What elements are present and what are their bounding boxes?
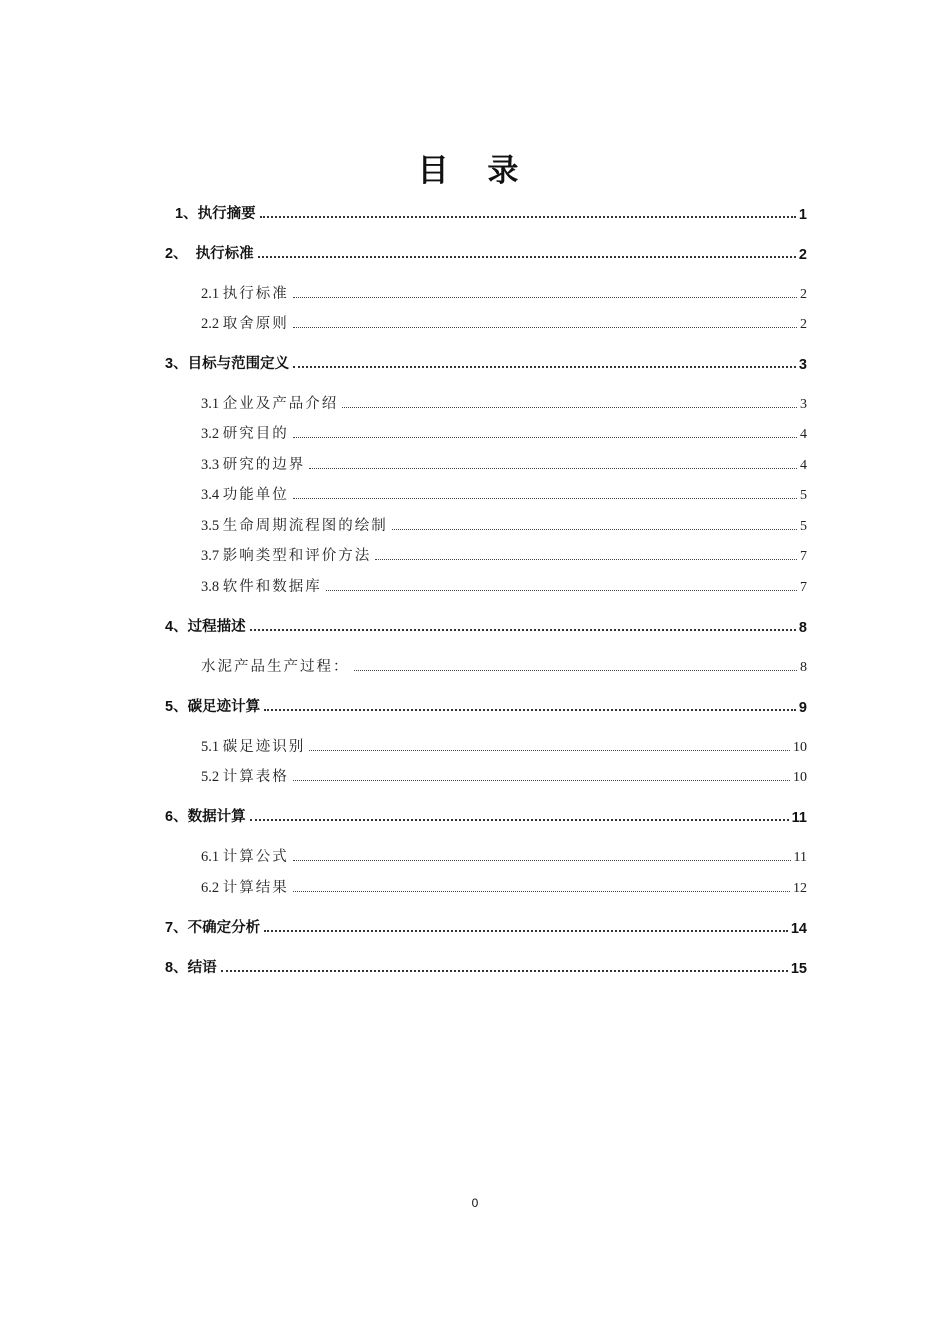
toc-entry-3-1[interactable] [201,391,807,413]
toc-entry-title: 不确定分析 [187,920,261,936]
toc-entry-number: 7、 [165,920,188,936]
toc-entry-3-3[interactable] [201,452,807,474]
toc-entry-title: 执行标准 [222,286,289,302]
toc-entry-title: 碳足迹计算 [187,699,261,715]
toc-entry-number: 3.7 [201,548,223,564]
toc-entry-page: 4 [800,427,807,442]
page-number: 0 [471,1196,479,1210]
toc-entry-4-process[interactable] [201,654,807,676]
toc-entry-number: 3.5 [201,518,223,534]
toc-entry-number: 4、 [165,619,188,635]
toc-entry-number: 8、 [165,960,188,976]
toc-entry-page: 7 [800,580,807,595]
toc-entry-number: 6.2 [201,880,223,896]
toc-entry-number: 5.2 [201,769,223,785]
toc-entry-title: 目标与范围定义 [187,356,290,372]
toc-entry-number: 3、 [165,356,188,372]
toc-entry-number: 5、 [165,699,188,715]
toc-entry-page: 7 [800,549,807,564]
toc-leader [293,437,797,438]
toc-entry-title: 软件和数据库 [222,579,322,595]
toc-leader [260,216,796,218]
toc-leader [264,930,788,932]
toc-entry-title: 影响类型和评价方法 [222,548,372,564]
toc-entry-2-1[interactable] [201,281,807,303]
toc-entry-title: 研究的边界 [222,457,306,473]
toc-leader [293,498,797,499]
toc-entry-page: 10 [793,740,807,755]
toc-entry-1[interactable] [175,201,807,223]
page-title: 目 录 [417,153,533,189]
toc-entry-number: 5.1 [201,739,223,755]
toc-entry-number: 3.2 [201,426,223,442]
toc-entry-4[interactable] [165,614,807,636]
toc-entry-number: 6.1 [201,849,223,865]
toc-entry-title: 执行标准 [195,246,254,262]
toc-leader [309,750,790,751]
toc-leader [293,327,797,328]
toc-entry-number: 2.1 [201,286,223,302]
toc-entry-page: 5 [800,488,807,503]
toc-entry-page: 11 [791,810,807,826]
toc-entry-page: 11 [793,850,807,865]
toc-entry-number: 3.1 [201,396,223,412]
toc-leader [250,819,789,821]
toc-entry-6[interactable] [165,804,807,826]
toc-entry-number: 2、 [165,246,196,262]
toc-leader [354,670,798,671]
toc-entry-2-2[interactable] [201,311,807,333]
toc-entry-page: 2 [798,247,807,263]
toc-entry-page: 1 [798,207,807,223]
toc-entry-page: 10 [793,770,807,785]
toc-entry-6-1[interactable] [201,844,807,866]
toc-leader [326,590,797,591]
toc-entry-title: 计算结果 [222,880,289,896]
toc-entry-2[interactable] [165,241,807,263]
toc-entry-title: 执行摘要 [197,206,256,222]
toc-entry-page: 9 [798,700,807,716]
toc-entry-page: 4 [800,458,807,473]
toc-entry-title: 企业及产品介绍 [222,396,339,412]
toc-entry-page: 5 [800,519,807,534]
toc-entry-7[interactable] [165,915,807,937]
toc-entry-page: 12 [793,881,807,896]
toc-entry-title: 水泥产品生产过程： [201,659,350,675]
toc-entry-3-8[interactable] [201,574,807,596]
toc-entry-6-2[interactable] [201,875,807,897]
toc-entry-3[interactable] [165,351,807,373]
toc-entry-number: 3.3 [201,457,223,473]
toc-entry-page: 14 [790,921,807,937]
toc-entry-3-7[interactable] [201,543,807,565]
toc-entry-8[interactable] [165,955,807,977]
toc-leader [392,529,797,530]
toc-entry-number: 1、 [175,206,198,222]
toc-entry-5[interactable] [165,694,807,716]
toc-leader [264,709,796,711]
toc-leader [342,407,797,408]
toc-entry-title: 数据计算 [187,809,246,825]
toc-leader [221,970,788,972]
toc-entry-3-4[interactable] [201,482,807,504]
toc-leader [293,780,790,781]
toc-leader [293,860,791,861]
toc-leader [375,559,797,560]
toc-entry-title: 研究目的 [222,426,289,442]
toc-entry-number: 2.2 [201,316,223,332]
toc-leader [250,629,796,631]
toc-leader [309,468,797,469]
toc-entry-3-2[interactable] [201,421,807,443]
toc-leader [293,297,797,298]
toc-entry-page: 8 [798,620,807,636]
toc-entry-title: 功能单位 [222,487,289,503]
toc-entry-3-5[interactable] [201,513,807,535]
toc-entry-number: 3.4 [201,487,223,503]
toc-leader [293,366,796,368]
toc-entry-title: 生命周期流程图的绘制 [222,518,388,534]
toc-entry-5-1[interactable] [201,734,807,756]
toc-entry-title: 取舍原则 [222,316,289,332]
toc-entry-number: 6、 [165,809,188,825]
toc-entry-number: 3.8 [201,579,223,595]
toc-leader [258,256,796,258]
toc-entry-5-2[interactable] [201,764,807,786]
toc-entry-page: 2 [800,317,807,332]
toc-entry-page: 3 [798,357,807,373]
toc-entry-title: 计算公式 [222,849,289,865]
toc-leader [293,891,790,892]
toc-entry-page: 15 [790,961,807,977]
toc-entry-page: 2 [800,287,807,302]
toc-entry-title: 碳足迹识别 [222,739,306,755]
toc-entry-title: 结语 [187,960,217,976]
toc-entry-page: 8 [800,660,807,675]
toc-entry-page: 3 [800,397,807,412]
toc-entry-title: 计算表格 [222,769,289,785]
toc-entry-title: 过程描述 [187,619,246,635]
